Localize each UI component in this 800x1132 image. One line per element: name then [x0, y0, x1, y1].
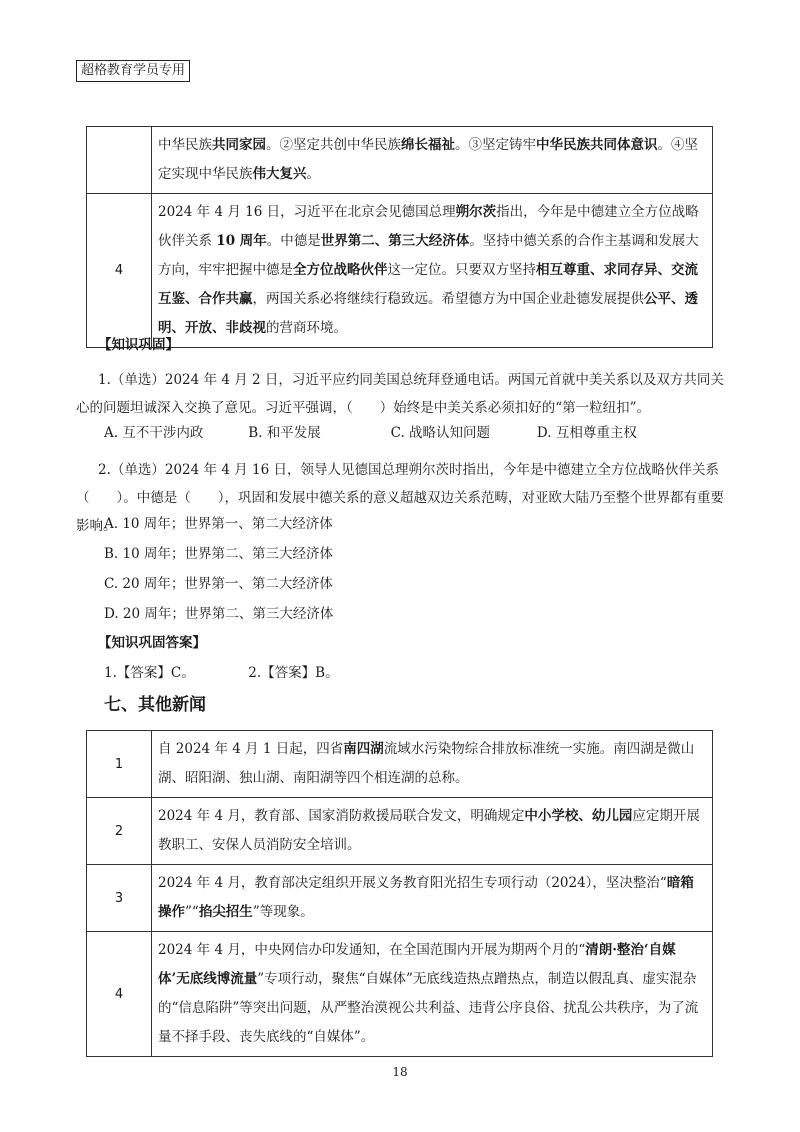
text-run: 的营商环境。 [266, 320, 347, 336]
row-content [152, 932, 713, 1057]
bold-text: 伟大复兴 [252, 166, 307, 182]
section-title: 七、其他新闻 [104, 695, 206, 715]
quiz-heading: 【知识巩固】 [98, 337, 179, 353]
bold-text: 公平、透明、开放、非歧视 [158, 291, 698, 336]
table-row [87, 127, 713, 194]
table-row [87, 731, 713, 798]
bold-text: 南四湖 [343, 741, 384, 757]
header-tag: 超格教育学员专用 [76, 60, 190, 82]
bold-text: 中小学校、幼儿园 [524, 808, 633, 824]
bold-text: 10 周年 [216, 233, 267, 249]
text-run: ”等现象。 [252, 904, 314, 920]
row-content [152, 194, 713, 348]
text-run: 指出，今年是中德建立全方位战略伙伴关系 [158, 204, 699, 249]
row-content [152, 127, 713, 194]
bold-text: 绵长福祉 [401, 137, 455, 153]
bold-text: 全方位战略伙伴 [293, 262, 388, 278]
text-run: 流域水污染物综合排放标准统一实施。南四湖是微山湖、昭阳湖、独山湖、南阳湖等四个相连湖的总称。 [158, 741, 695, 786]
text-run: 。④坚定实现中华民族 [158, 137, 698, 182]
text-run: 2024 年 4 月，教育部、国家消防救援局联合发文，明确规定 [158, 808, 525, 824]
table-row [87, 798, 713, 865]
text-run: 应定期开展教职工、安保人员消防安全培训。 [158, 808, 700, 853]
row-content [152, 798, 713, 865]
text-run: 。②坚定共创中华民族 [266, 137, 401, 153]
question-2-option-d: D. 20 周年；世界第二、第三大经济体 [104, 606, 334, 622]
row-number: 4 [87, 194, 152, 348]
row-number: 2 [87, 798, 152, 865]
answers-row [104, 664, 754, 682]
answer-2: 2.【答案】B。 [248, 665, 339, 681]
option-b: B. 和平发展 [248, 425, 321, 441]
row-content [152, 865, 713, 932]
bold-text: 清朗·整治‘自媒体’无底线博流量 [158, 942, 676, 987]
question-2-option-c: C. 20 周年；世界第一、第二大经济体 [104, 576, 333, 592]
question-1-stem: 1.（单选）2024 年 4 月 2 日，习近平应约同美国总统拜登通电话。两国元首就中美关系以及双方共同关心的问题坦诚深入交换了意见。习近平强调，（ ）始终是中美关系必须扣好的“第一粒纽扣”。 [76, 372, 724, 416]
bold-text: 暗箱操作 [158, 875, 694, 920]
option-c: C. 战略认知问题 [390, 425, 491, 441]
bold-text: 中华民族共同体意识 [536, 137, 658, 153]
row-number: 1 [87, 731, 152, 798]
row-content [152, 731, 713, 798]
text-run: 2024 年 4 月，中央网信办印发通知，在全国范围内开展为期两个月的“ [158, 942, 586, 958]
table-row [87, 194, 713, 348]
question-2-stem: 2.（单选）2024 年 4 月 16 日，领导人见德国总理朔尔茨时指出，今年是中德建立全方位战略伙伴关系（ ）。中德是（ ），巩固和发展中德关系的意义超越双边关系范畴，对亚欧大陆乃至整个世界都有重要影响。 [76, 462, 724, 534]
text-run: 中华民族 [158, 137, 212, 153]
bold-text: 掐尖招生 [198, 904, 253, 920]
text-run: 。坚持中德关系的合作主基调和发展大方向，牢牢把握中德是 [158, 233, 699, 278]
question-2-option-a: A. 10 周年；世界第一、第二大经济体 [104, 516, 333, 532]
text-run: 。③坚定铸牢 [455, 137, 536, 153]
row-number: 3 [87, 865, 152, 932]
bold-text: 朔尔茨 [455, 204, 497, 220]
text-run: 。中德是 [266, 233, 321, 249]
text-run: 这一定位。只要双方坚持 [387, 262, 536, 278]
text-run: 自 2024 年 4 月 1 日起，四省 [158, 741, 344, 757]
answers-heading: 【知识巩固答案】 [98, 635, 206, 651]
text-run: 2024 年 4 月 16 日，习近平在北京会见德国总理 [158, 204, 456, 220]
bold-text: 世界第二、第三大经济体 [320, 233, 470, 249]
option-a: A. 互不干涉内政 [104, 425, 204, 441]
page-number: 18 [392, 1065, 408, 1079]
text-run: ，两国关系必将继续行稳致远。希望德方为中国企业赴德发展提供 [252, 291, 644, 307]
text-run: ”“ [185, 904, 199, 920]
question-1-options [104, 424, 754, 442]
text-run: 。 [306, 166, 320, 182]
answer-1: 1.【答案】C。 [104, 665, 195, 681]
question-2-option-b: B. 10 周年；世界第二、第三大经济体 [104, 546, 333, 562]
text-run: ”专项行动，聚焦“自媒体”无底线造热点蹭热点，制造以假乱真、虚实混杂的“信息陷阱”等突出问题，从严整治漠视公共利益、违背公序良俗、扰乱公共秩序，为了流量不择手段、丧失底线的“自媒体”。 [158, 971, 699, 1045]
table-row [87, 865, 713, 932]
news-table-continued [86, 126, 713, 348]
row-number: 4 [87, 932, 152, 1057]
option-d: D. 互相尊重主权 [536, 425, 637, 441]
table-row [87, 932, 713, 1057]
other-news-table [86, 730, 713, 1057]
bold-text: 相互尊重、求同存异、交流互鉴、合作共赢 [158, 262, 698, 307]
bold-text: 共同家园 [212, 137, 266, 153]
text-run: 2024 年 4 月，教育部决定组织开展义务教育阳光招生专项行动（2024），坚决整治“ [158, 875, 667, 891]
row-number-empty [87, 127, 152, 194]
